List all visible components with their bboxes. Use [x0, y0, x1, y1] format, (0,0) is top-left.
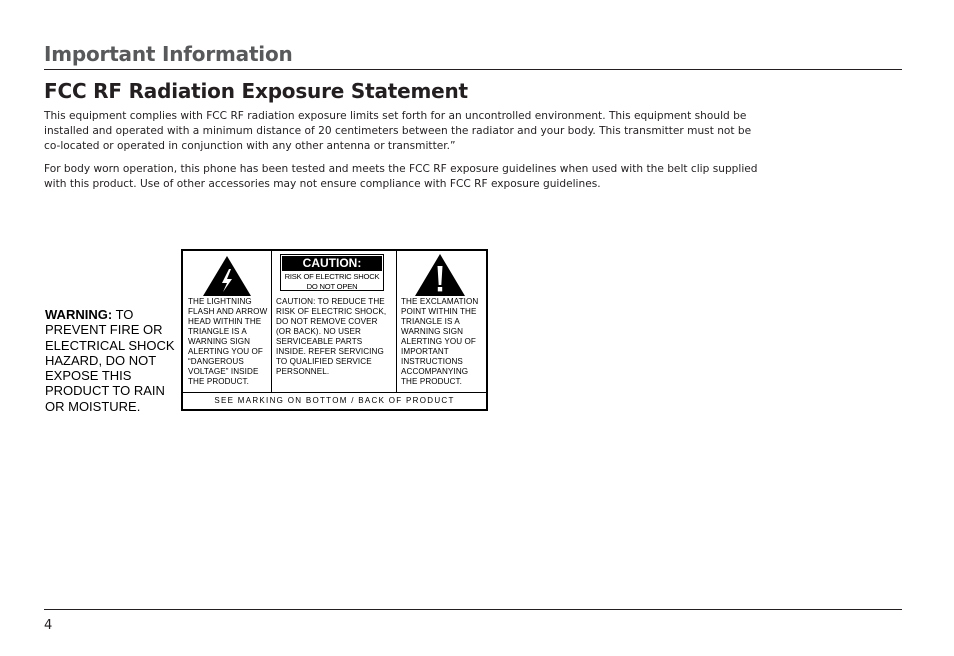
caution-subline-1: RISK OF ELECTRIC SHOCK [284, 272, 380, 281]
warning-body: TO PREVENT FIRE OR ELECTRICAL SHOCK HAZARD, DO NOT EXPOSE THIS PRODUCT TO RAIN OR MOISTURE. [45, 307, 175, 414]
warning-label: WARNING: [45, 307, 113, 322]
caution-heading: CAUTION: [282, 256, 382, 271]
marking-note: SEE MARKING ON BOTTOM / BACK OF PRODUCT [183, 392, 486, 409]
caution-subline-2: DO NOT OPEN [306, 281, 358, 291]
lightning-description: THE LIGHTNING FLASH AND ARROW HEAD WITHIN THE TRIANGLE IS A WARNING SIGN ALERTING YOU OF “DANGEROUS VOLTAGE” INSIDE THE PRODUCT. [188, 297, 268, 386]
caution-description: CAUTION: TO REDUCE THE RISK OF ELECTRIC SHOCK, DO NOT REMOVE COVER (OR BACK). NO USER SERVICEABLE PARTS INSIDE. REFER SERVICING TO QUALIFIED SERVICE PERSONNEL. [276, 297, 387, 376]
footer-divider [44, 609, 902, 610]
fcc-paragraph-1: This equipment complies with FCC RF radiation exposure limits set forth for an uncontrolled environment. This equipment should be installed and operated with a minimum distance of 20 centimeters between the radiator and your body. This transmitter must not be co-located or operated in conjunction with any other antenna or transmitter.” [44, 110, 752, 152]
caution-badge [280, 254, 384, 291]
exclamation-column [397, 251, 486, 392]
fcc-paragraph-2: For body worn operation, this phone has been tested and meets the FCC RF exposure guidelines when used with the belt clip supplied with this product. Use of other accessories may not ensure compliance with FCC RF exposure guidelines. [44, 163, 758, 190]
header-divider [44, 69, 902, 70]
exclamation-description: THE EXCLAMATION POINT WITHIN THE TRIANGLE IS A WARNING SIGN ALERTING YOU OF IMPORTANT INSTRUCTIONS ACCOMPANYING THE PRODUCT. [401, 297, 479, 386]
exclamation-triangle-icon [414, 253, 466, 297]
warning-notice [45, 307, 180, 414]
lightning-column [183, 251, 272, 392]
caution-column [272, 251, 397, 392]
page-number: 4 [44, 618, 53, 633]
section-title: Important Information [44, 42, 293, 66]
lightning-triangle-icon [202, 255, 252, 297]
page-title: FCC RF Radiation Exposure Statement [44, 79, 468, 103]
caution-label-box [181, 249, 488, 411]
